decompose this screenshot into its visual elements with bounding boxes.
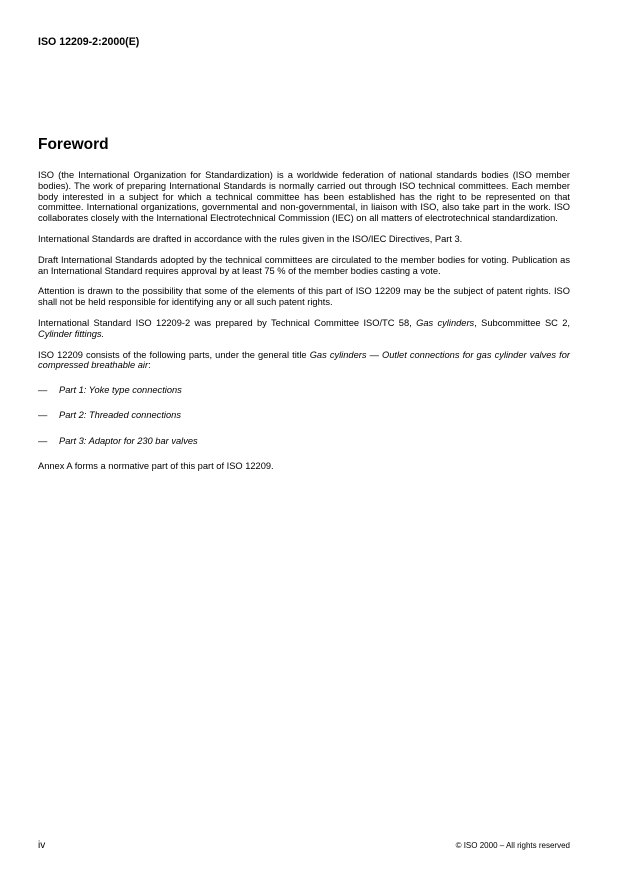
- parts-intro-text: ISO 12209 consists of the following parts, under the general title: [38, 349, 310, 360]
- list-item: [38, 410, 570, 421]
- committee-text-a: International Standard ISO 12209-2 was prepared by Technical Committee ISO/TC 58,: [38, 317, 417, 328]
- list-item-text: Part 1: Yoke type connections: [59, 385, 182, 396]
- dash-bullet: —: [38, 385, 48, 396]
- parts-intro-colon: :: [148, 360, 151, 371]
- paragraph-committee: [38, 318, 570, 340]
- list-item: [38, 385, 570, 396]
- general-title: Gas cylinders — Outlet connections for gas cylinder valves for compressed breathable air: [38, 349, 570, 371]
- list-item-text: Part 3: Adaptor for 230 bar valves: [59, 435, 198, 446]
- committee-text-b: , Subcommittee SC 2,: [474, 317, 570, 328]
- committee-name: Gas cylinders: [416, 317, 475, 328]
- subcommittee-name: Cylinder fittings.: [38, 328, 105, 339]
- paragraph-drafting-rules: International Standards are drafted in accordance with the rules given in the ISO/IEC Directives, Part 3.: [38, 233, 463, 244]
- paragraph-patent-rights: Attention is drawn to the possibility that some of the elements of this part of ISO 12209 may be the subject of patent rights. ISO shall not be held responsible for identifying any or all such patent rights.: [38, 286, 570, 308]
- paragraph-voting: Draft International Standards adopted by the technical committees are circulated to the member bodies for voting. Publication as an International Standard requires approval by at least 75 % of the member bodies casting a vote.: [38, 254, 570, 276]
- page-number: iv: [38, 840, 46, 851]
- paragraph-parts-intro: [38, 350, 570, 372]
- dash-bullet: —: [38, 410, 48, 421]
- document-id-header: ISO 12209-2:2000(E): [38, 36, 140, 48]
- list-item: [38, 436, 570, 447]
- paragraph-iso-federation: ISO (the International Organization for Standardization) is a worldwide federation of national standards bodies (ISO member bodies). The work of preparing International Standards is normally carried out through ISO technical committees. Each member body interested in a subject for which a technical committee has been established has the right to be represented on that committee. International organizations, governmental and non-governmental, in liaison with ISO, also take part in the work. ISO collaborates closely with the International Electrotechnical Commission (IEC) on all matters of electrotechnical standardization.: [38, 170, 570, 224]
- dash-bullet: —: [38, 435, 48, 446]
- page-title: Foreword: [38, 136, 109, 153]
- copyright-notice: © ISO 2000 – All rights reserved: [455, 841, 570, 850]
- foreword-body: [38, 170, 570, 482]
- paragraph-annex: Annex A forms a normative part of this part of ISO 12209.: [38, 460, 274, 471]
- list-item-text: Part 2: Threaded connections: [59, 410, 181, 421]
